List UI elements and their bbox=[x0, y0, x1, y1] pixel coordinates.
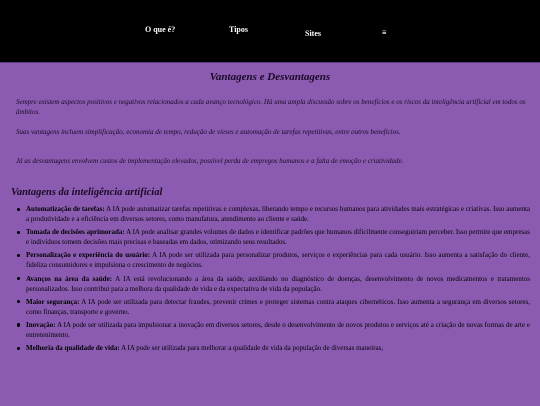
advantages-summary-paragraph: Suas vantagens incluem simplificação, economia de tempo, redução de vieses e automação de tarefas repetitivas, entre outros benefícios. bbox=[16, 128, 401, 136]
intro-paragraph: Sempre existem aspectos positivos e negativos relacionados a cada avanço tecnológico. Há uma ampla discussão sobre os benefícios e os riscos da inteligência artificial em todos os âmbitos. bbox=[16, 98, 526, 116]
list-item bbox=[14, 204, 530, 224]
advantage-term: Maior segurança: bbox=[26, 297, 80, 306]
advantage-term: Avanços na área da saúde: bbox=[26, 274, 113, 283]
advantage-text: A IA está revolucionando a área da saúde, auxiliando no diagnóstico de doenças, desenvolvimento de novos medicamentos e tratamentos personalizados. Isso contribui para a melhora da qualidade de vida e da expectativa de vida da população. bbox=[26, 274, 530, 293]
top-navigation-bar bbox=[0, 0, 540, 62]
menu-icon[interactable]: ≡ bbox=[382, 28, 387, 37]
list-item bbox=[14, 250, 530, 270]
advantage-text: A IA pode ser utilizada para personalizar produtos, serviços e experiências para cada usuário. Isso aumenta a satisfação do cliente, fideliza consumidores e impulsiona o crescimento de negócios. bbox=[26, 251, 530, 270]
advantage-text: A IA pode ser utilizada para impulsionar a inovação em diversos setores, desde o desenvolvimento de novos produtos e serviços até a criação de novas formas de arte e entretenimento. bbox=[26, 320, 530, 339]
advantage-term: Melhoria da qualidade de vida: bbox=[26, 344, 120, 353]
advantage-term: Automatização de tarefas: bbox=[26, 205, 105, 213]
advantage-text: A IA pode ser utilizada para melhorar a qualidade de vida da população de diversas maneiras, bbox=[119, 344, 384, 353]
nav-link-sites[interactable]: Sites bbox=[305, 29, 321, 38]
advantages-list bbox=[14, 204, 530, 356]
nav-link-o-que-e[interactable]: O que é? bbox=[145, 25, 176, 34]
advantage-term: Tomada de decisões aprimorada: bbox=[26, 228, 125, 237]
list-item bbox=[14, 227, 530, 247]
disadvantages-summary-paragraph: Já as desvantagens envolvem custos de implementação elevados, possível perda de empregos humanos e a falta de emoção e criatividade. bbox=[16, 157, 404, 165]
list-item bbox=[14, 274, 530, 294]
page-title: Vantagens e Desvantagens bbox=[209, 71, 331, 83]
advantage-text: A IA pode automatizar tarefas repetitivas e complexas, liberando tempo e recursos humanos para atividades mais estratégicas e criativas. Isso aumenta a produtividade e a eficiência em diversos setores, como manufatura, atendimento ao cliente e saúde. bbox=[26, 205, 531, 223]
list-item bbox=[14, 297, 530, 317]
advantage-term: Personalização e experiência do usuário: bbox=[26, 251, 151, 260]
advantage-text: A IA pode analisar grandes volumes de dados e identificar padrões que humanos dificilmente conseguiriam perceber. Isso permite que empresas e indivíduos tomem decisões mais precisas e baseadas em dados, otimizando seus resultados. bbox=[26, 228, 530, 247]
advantages-heading: Vantagens da inteligência artificial bbox=[11, 187, 163, 198]
advantage-term: Inovação: bbox=[26, 320, 56, 329]
advantage-text: A IA pode ser utilizada para detectar fraudes, prevenir crimes e proteger sistemas contra ataques cibernéticos. Isso aumenta a segurança em diversos setores, como finanças, transporte e governo. bbox=[26, 297, 530, 316]
list-item bbox=[14, 343, 530, 353]
main-content bbox=[0, 62, 540, 406]
nav-link-tipos[interactable]: Tipos bbox=[229, 25, 248, 34]
list-item bbox=[14, 320, 530, 340]
